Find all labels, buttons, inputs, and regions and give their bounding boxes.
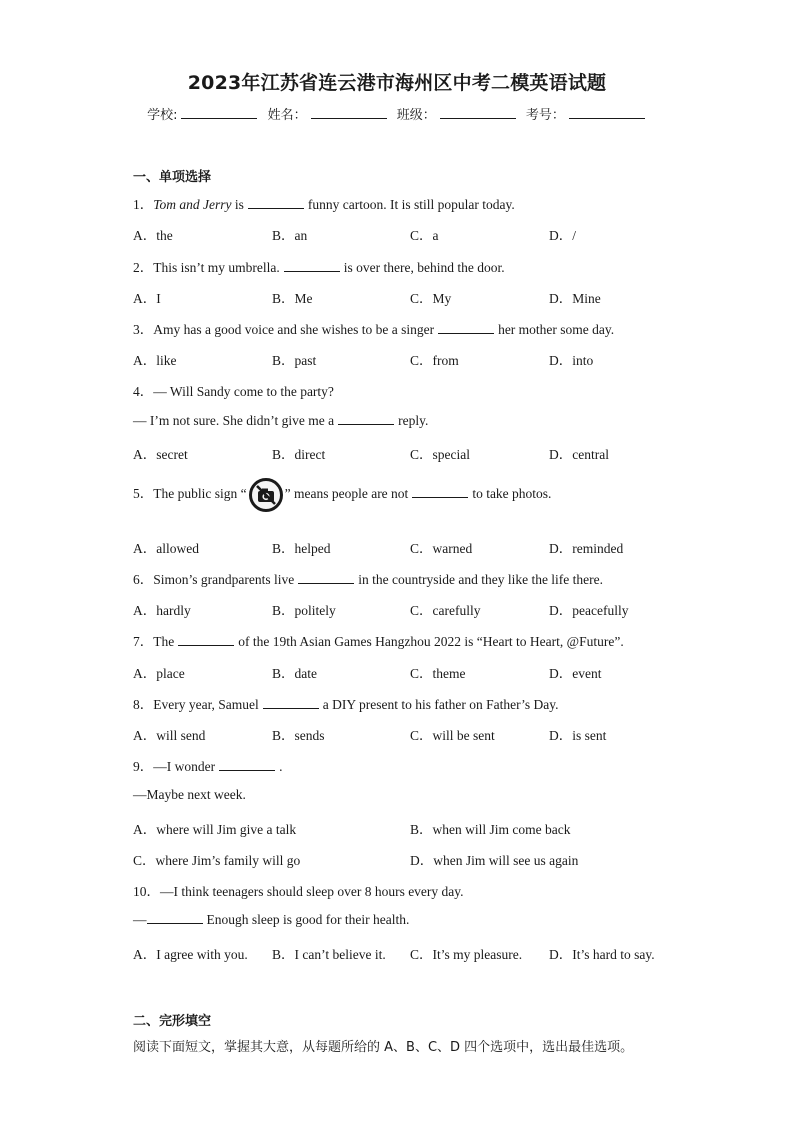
option-b: B．helped	[272, 541, 331, 556]
options-7	[133, 662, 693, 680]
section-heading-cloze: 二、完形填空	[133, 1014, 212, 1029]
exam-number-blank	[569, 105, 645, 119]
option-c: C．where Jim’s family will go	[133, 853, 301, 868]
options-9-row-2	[133, 849, 693, 867]
option-b: B．past	[272, 353, 317, 368]
question-6: 6．Simon’s grandparents live in the countryside and they like the life there.	[133, 572, 604, 587]
options-6	[133, 599, 693, 617]
option-d: D．is sent	[549, 728, 607, 743]
question-4: 4．— Will Sandy come to the party?	[133, 384, 334, 399]
option-b: B．when will Jim come back	[410, 822, 571, 837]
no-photography-icon	[249, 478, 283, 512]
answer-blank	[219, 758, 275, 771]
class-blank	[440, 105, 516, 119]
option-a: A．allowed	[133, 541, 199, 556]
name-label: 姓名：	[267, 108, 307, 123]
answer-blank	[263, 696, 319, 709]
option-a: A．where will Jim give a talk	[133, 822, 297, 837]
options-3	[133, 349, 693, 367]
option-c: C．will be sent	[410, 728, 495, 743]
option-a: A．I agree with you.	[133, 947, 248, 962]
option-c: C．warned	[410, 541, 473, 556]
option-c: C．My	[410, 291, 452, 306]
question-10: 10．—I think teenagers should sleep over 8 hours every day.	[133, 884, 464, 899]
question-1: 1．Tom and Jerry is funny cartoon. It is still popular today.	[133, 197, 515, 212]
options-5	[133, 537, 693, 555]
option-b: B．Me	[272, 291, 313, 306]
option-d: D．into	[549, 353, 594, 368]
school-blank	[181, 105, 257, 119]
question-7: 7．The of the 19th Asian Games Hangzhou 2022 is “Heart to Heart, @Future”.	[133, 634, 624, 649]
question-3: 3．Amy has a good voice and she wishes to be a singer her mother some day.	[133, 322, 615, 337]
option-c: C．theme	[410, 666, 466, 681]
option-d: D．Mine	[549, 291, 601, 306]
option-c: C．from	[410, 353, 459, 368]
option-d: D．peacefully	[549, 603, 629, 618]
options-9-row-1	[133, 818, 693, 836]
option-b: B．sends	[272, 728, 325, 743]
answer-blank	[412, 485, 468, 498]
options-1	[133, 224, 693, 242]
options-10	[133, 943, 693, 961]
option-a: A．like	[133, 353, 177, 368]
option-b: B．an	[272, 228, 308, 243]
answer-blank	[178, 633, 234, 646]
answer-blank	[338, 412, 394, 425]
question-2: 2．This isn’t my umbrella. is over there, behind the door.	[133, 260, 505, 275]
option-a: A．place	[133, 666, 185, 681]
option-a: A．hardly	[133, 603, 191, 618]
options-2	[133, 287, 693, 305]
cloze-instruction: 阅读下面短文，掌握其大意，从每题所给的 A、B、C、D 四个选项中，选出最佳选项。	[133, 1040, 634, 1055]
option-a: A．secret	[133, 447, 188, 462]
option-a: A．I	[133, 291, 161, 306]
section-heading-single-choice: 一、单项选择	[133, 170, 212, 185]
option-d: D．reminded	[549, 541, 624, 556]
answer-blank	[147, 911, 203, 924]
question-9-reply: —Maybe next week.	[133, 787, 246, 802]
exam-number-label: 考号：	[525, 108, 565, 123]
answer-blank	[298, 571, 354, 584]
answer-blank	[438, 321, 494, 334]
name-blank	[311, 105, 387, 119]
question-8: 8．Every year, Samuel a DIY present to his father on Father’s Day.	[133, 697, 559, 712]
school-label: 学校:	[147, 108, 178, 123]
option-a: A．will send	[133, 728, 206, 743]
student-info-line	[0, 104, 794, 123]
option-c: C．special	[410, 447, 470, 462]
answer-blank	[284, 259, 340, 272]
option-c: C．It’s my pleasure.	[410, 947, 523, 962]
option-d: D．It’s hard to say.	[549, 947, 655, 962]
answer-blank	[248, 196, 304, 209]
option-b: B．I can’t believe it.	[272, 947, 386, 962]
question-10-reply: — Enough sleep is good for their health.	[133, 912, 410, 927]
option-c: C．carefully	[410, 603, 481, 618]
class-label: 班级：	[396, 108, 436, 123]
option-b: B．politely	[272, 603, 336, 618]
question-9: 9．—I wonder .	[133, 759, 283, 774]
option-b: B．direct	[272, 447, 326, 462]
options-8	[133, 724, 693, 742]
option-a: A．the	[133, 228, 173, 243]
option-d: D．/	[549, 228, 576, 243]
option-b: B．date	[272, 666, 317, 681]
option-c: C．a	[410, 228, 439, 243]
question-4-reply: — I’m not sure. She didn’t give me a reply.	[133, 413, 429, 428]
option-d: D．when Jim will see us again	[410, 853, 579, 868]
question-5: 5．The public sign “ ” means people are not to take photos.	[133, 478, 551, 512]
page-title: 2023年江苏省连云港市海州区中考二模英语试题	[187, 72, 607, 94]
option-d: D．central	[549, 447, 609, 462]
option-d: D．event	[549, 666, 602, 681]
options-4	[133, 443, 693, 461]
